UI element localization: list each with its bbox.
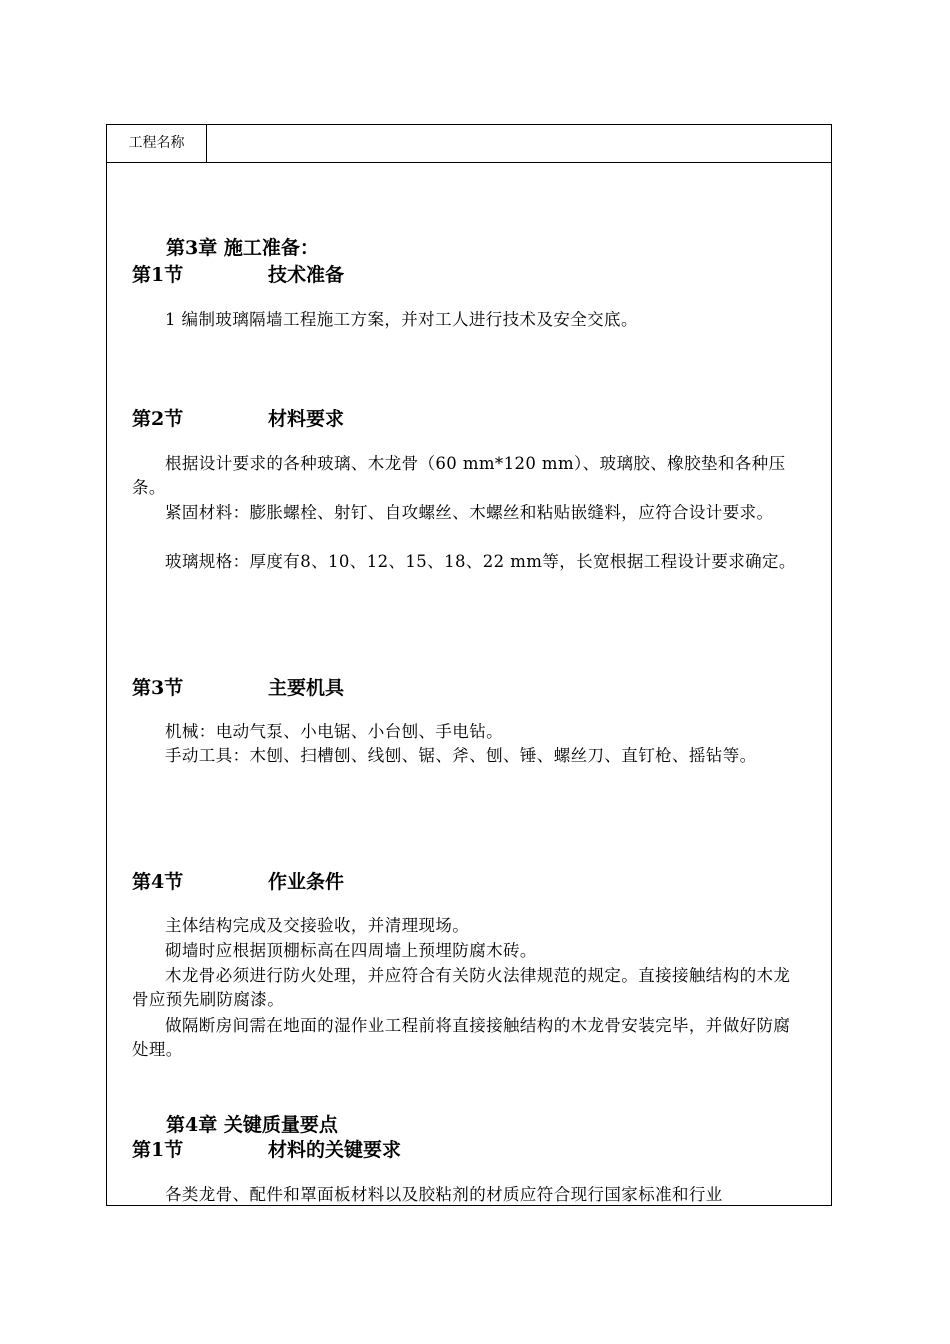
paragraph: 做隔断房间需在地面的湿作业工程前将直接接触结构的木龙骨安装完毕，并做好防腐处理。 (132, 1016, 791, 1059)
paragraph: 砌墙时应根据顶棚标高在四周墙上预埋防腐木砖。 (165, 941, 537, 960)
paragraph: 根据设计要求的各种玻璃、木龙骨（60 mm*120 mm）、玻璃胶、橡胶垫和各种压条。 (132, 454, 786, 497)
chapter4-title: 第4章 关键质量要点 (166, 1114, 338, 1136)
ch3-section3-num: 第3节 (132, 677, 184, 699)
ch4-section1-num: 第1节 (132, 1139, 184, 1161)
paragraph: 主体结构完成及交接验收，并清理现场。 (165, 916, 470, 935)
paragraph: 机械：电动气泵、小电锯、小台刨、手电钻。 (165, 722, 503, 741)
paragraph: 紧固材料：膨胀螺栓、射钉、自攻螺丝、木螺丝和粘贴嵌缝料，应符合设计要求。 (165, 503, 774, 522)
paragraph: 木龙骨必须进行防火处理，并应符合有关防火法律规范的规定。直接接触结构的木龙骨应预先刷防腐漆。 (132, 966, 791, 1009)
ch4-section1-title: 材料的关键要求 (268, 1139, 402, 1161)
ch3-section1-num: 第1节 (132, 264, 184, 286)
project-name-label: 工程名称 (107, 125, 207, 162)
ch3-section4-title: 作业条件 (268, 871, 345, 893)
ch3-section1-title: 技术准备 (268, 264, 345, 286)
paragraph: 玻璃规格：厚度有8、10、12、15、18、22 mm等，长宽根据工程设计要求确定。 (165, 552, 796, 571)
paragraph: 手动工具：木刨、扫槽刨、线刨、锯、斧、刨、锤、螺丝刀、直钉枪、摇钻等。 (165, 746, 757, 765)
ch3-section2-num: 第2节 (132, 408, 184, 430)
ch3-section2-title: 材料要求 (268, 408, 345, 430)
paragraph: 1 编制玻璃隔墙工程施工方案，并对工人进行技术及安全交底。 (165, 310, 638, 329)
paragraph: 各类龙骨、配件和罩面板材料以及胶粘剂的材质应符合现行国家标准和行业 (165, 1185, 723, 1204)
header-row (107, 125, 831, 163)
chapter3-title: 第3章 施工准备： (166, 237, 319, 259)
ch3-section3-title: 主要机具 (268, 677, 345, 699)
ch3-section4-num: 第4节 (132, 871, 184, 893)
